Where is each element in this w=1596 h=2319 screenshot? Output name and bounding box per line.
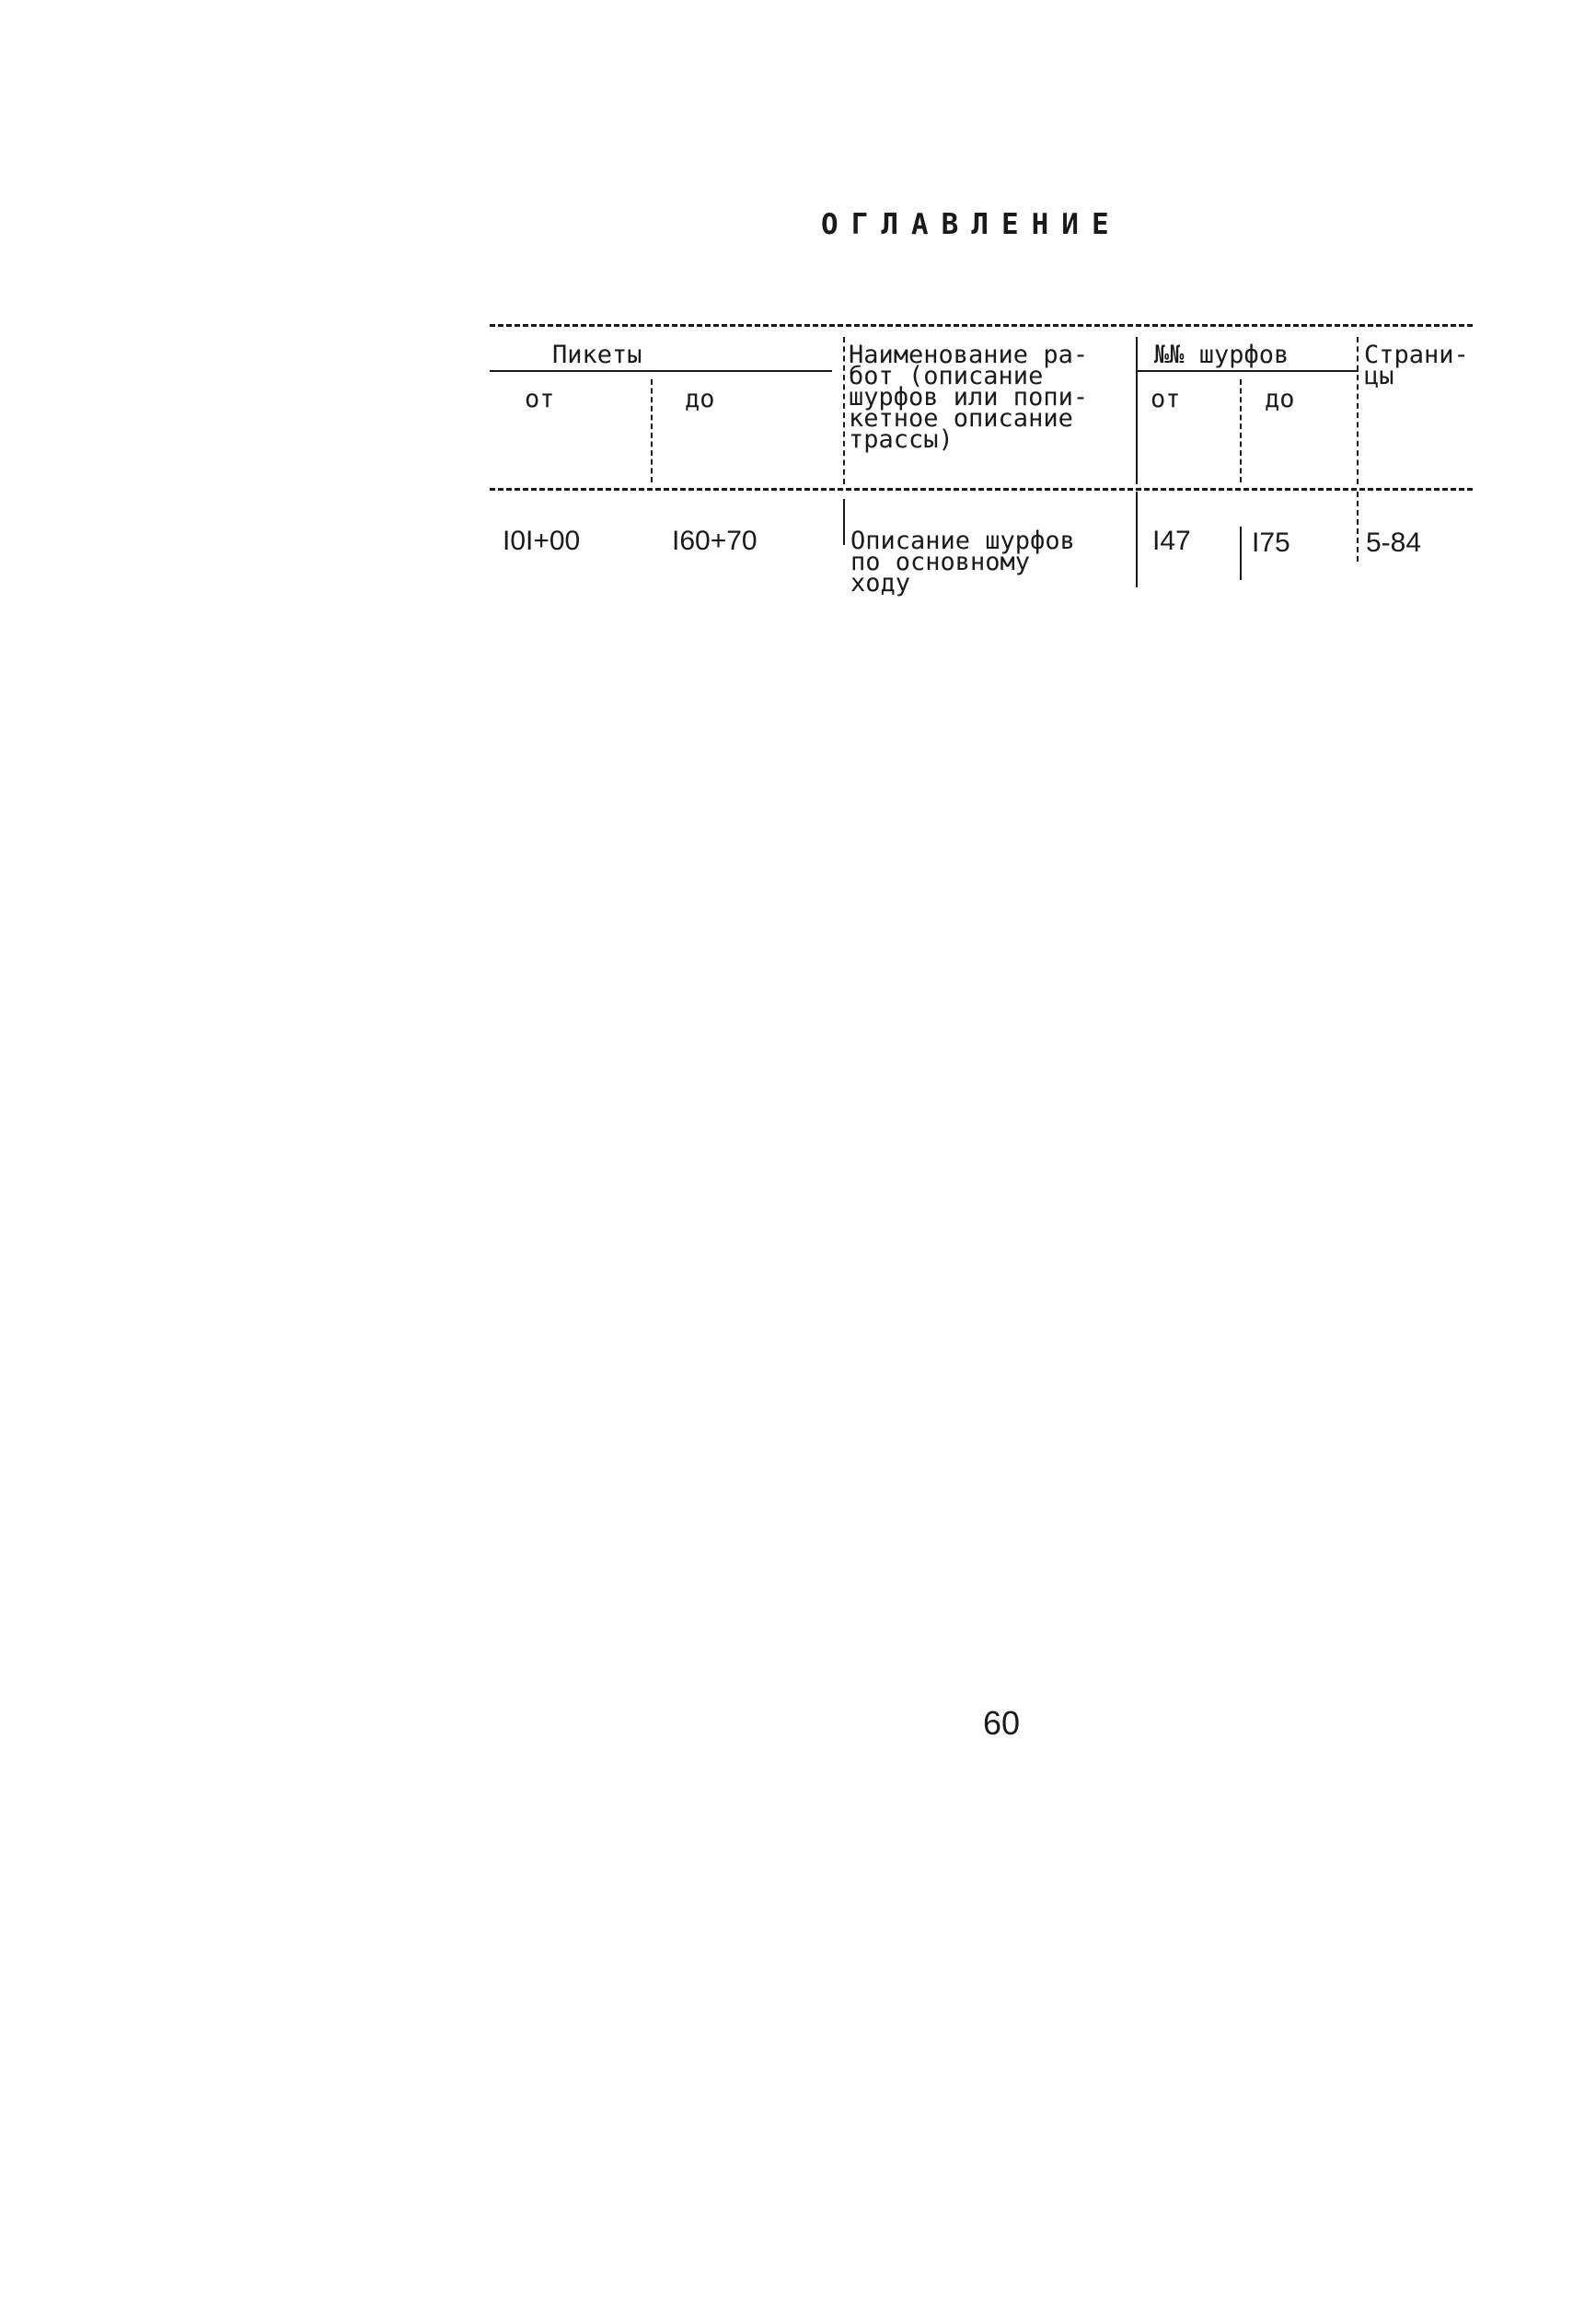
row-pages: 5-84 xyxy=(1366,528,1422,558)
row-pages-divider xyxy=(1357,492,1359,562)
header-work-name: Наименование ра- бот (описание шурфов или попи- кетное описание трассы) xyxy=(849,341,1089,454)
row-shurf-from: I47 xyxy=(1152,526,1191,556)
header-pikety-to: до xyxy=(685,385,715,413)
header-shurf-numbers: №№ шурфов xyxy=(1154,341,1290,369)
table-top-rule xyxy=(490,324,1473,327)
header-bottom-rule xyxy=(490,488,1473,491)
header-pages: Страни- цы xyxy=(1364,341,1469,390)
row-work-left-divider xyxy=(843,499,845,545)
row-picket-from: I0I+00 xyxy=(503,526,581,556)
row-description: Описание шурфов по основному ходу xyxy=(850,527,1075,597)
row-shurf-to: I75 xyxy=(1252,528,1290,558)
pages-divider xyxy=(1357,337,1359,484)
pikety-underline xyxy=(490,370,832,372)
shurfs-divider xyxy=(1240,379,1242,482)
header-shurf-to: до xyxy=(1265,385,1295,413)
page-title: ОГЛАВЛЕНИЕ xyxy=(821,208,1122,241)
row-shurfs-divider xyxy=(1240,527,1242,580)
header-pikety: Пикеты xyxy=(552,341,642,369)
shurfs-underline xyxy=(1136,370,1359,372)
row-work-right-divider xyxy=(1136,492,1138,587)
pikety-divider xyxy=(651,379,653,482)
page-number: 60 xyxy=(983,1704,1021,1742)
work-left-divider xyxy=(843,337,845,484)
header-pikety-from: от xyxy=(525,385,555,413)
header-shurf-from: от xyxy=(1151,385,1181,413)
table-of-contents xyxy=(490,324,1473,628)
row-picket-to: I60+70 xyxy=(672,526,758,556)
work-right-divider xyxy=(1136,337,1138,484)
